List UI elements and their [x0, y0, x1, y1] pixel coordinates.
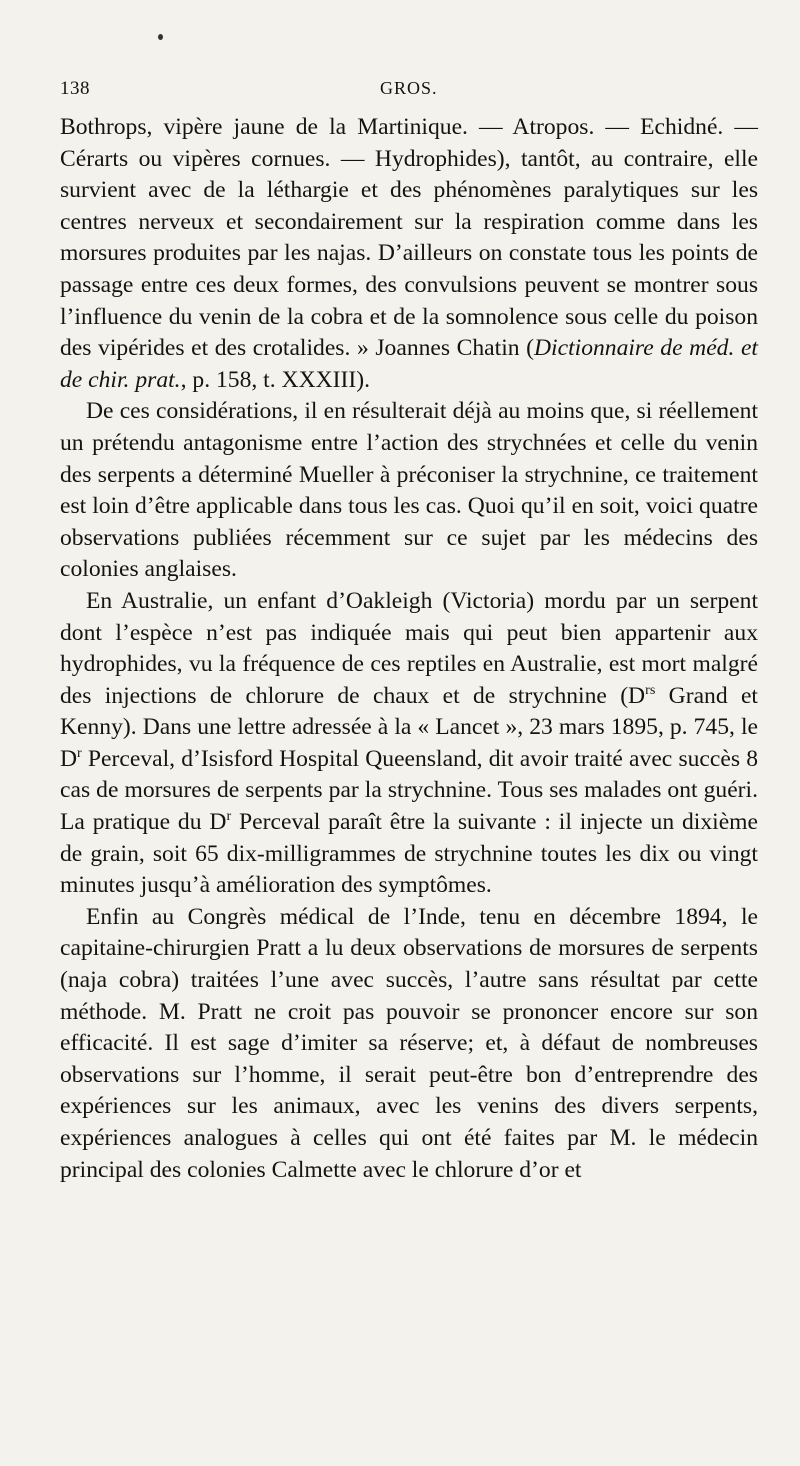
paragraph-text: Perceval paraît être la suivante : il injecte un dixième de grain, soit 65 dix-milligrammes de strychnine toutes les dix ou vingt minutes jusqu’à amélioration des symptômes. [60, 809, 759, 899]
body-text [60, 112, 758, 1186]
paragraph-continuation [60, 112, 758, 396]
paragraph-text: Perceval, d’Isisford Hospital Queensland, dit avoir traité avec succès 8 cas de morsures de serpents par la strychnine. Tous ses malades ont guéri. La pratique du D [60, 745, 758, 836]
paragraph-text: En Australie, un enfant d’Oakleigh (Victoria) mordu par un serpent dont l’espèce n’est pas indiquée mais qui peut bien appartenir aux hydrophides, vu la fréquence de ces reptiles en Australie, est mort malgré des injections de chlorure de chaux et de strychnine (D [60, 587, 758, 709]
paragraph-text: Bothrops, vipère jaune de la Martinique. — Atropos. — Echidné. — Cérarts ou vipères cornues. — Hydrophides), tantôt, au contraire, elle survient avec de la léthargie et des phénomènes paralytiques sur les centres nerveux et secondairement sur la respiration comme dans les morsures produites par les najas. D’ailleurs on constate tous les points de passage entre ces deux formes, des convulsions peuvent se montrer sous l’influence du venin de la cobra et de la somnolence sous celle du poison des vipérides et des crotalides. » Joannes Chatin ( [60, 114, 758, 362]
ink-speck [158, 34, 163, 40]
superscript: r [226, 807, 232, 824]
citation-title: Dictionnaire de méd. et de chir. prat. [60, 335, 758, 393]
paragraph-text: Grand et Kenny). Dans une lettre adressée à la « Lancet », 23 mars 1895, p. 745, le D [60, 682, 758, 772]
paragraph [60, 586, 758, 902]
running-head: GROS. [380, 78, 438, 98]
page-header [60, 78, 752, 106]
paragraph: De ces considérations, il en résulterait déjà au moins que, si réellement un prétendu antagonisme entre l’action des strychnées et celle du venin des serpents a déterminé Mueller à préconiser la strychnine, ce traitement est loin d’être applicable dans tous les cas. Quoi qu’il en soit, voici quatre observations publiées récemment sur ce sujet par les médecins des colonies anglaises. [60, 398, 758, 583]
paragraph-text: , p. 158, t. XXXIII). [180, 366, 370, 393]
page-number: 138 [60, 78, 90, 99]
superscript: r [77, 744, 82, 761]
superscript: rs [645, 681, 656, 698]
paragraph: Enfin au Congrès médical de l’Inde, tenu en décembre 1894, le capitaine-chirurgien Pratt a lu deux observations de morsures de serpents (naja cobra) traitées l’une avec succès, l’autre sans résultat par cette méthode. M. Pratt ne croit pas pouvoir se prononcer encore sur son efficacité. Il est sage d’imiter sa réserve; et, à défaut de nombreuses observations sur l’homme, il serait peut-être bon d’entreprendre des expériences sur les animaux, avec les venins des divers serpents, expériences analogues à celles qui ont été faites par M. le médecin principal des colonies Calmette avec le chlorure d’or et [60, 903, 758, 1183]
